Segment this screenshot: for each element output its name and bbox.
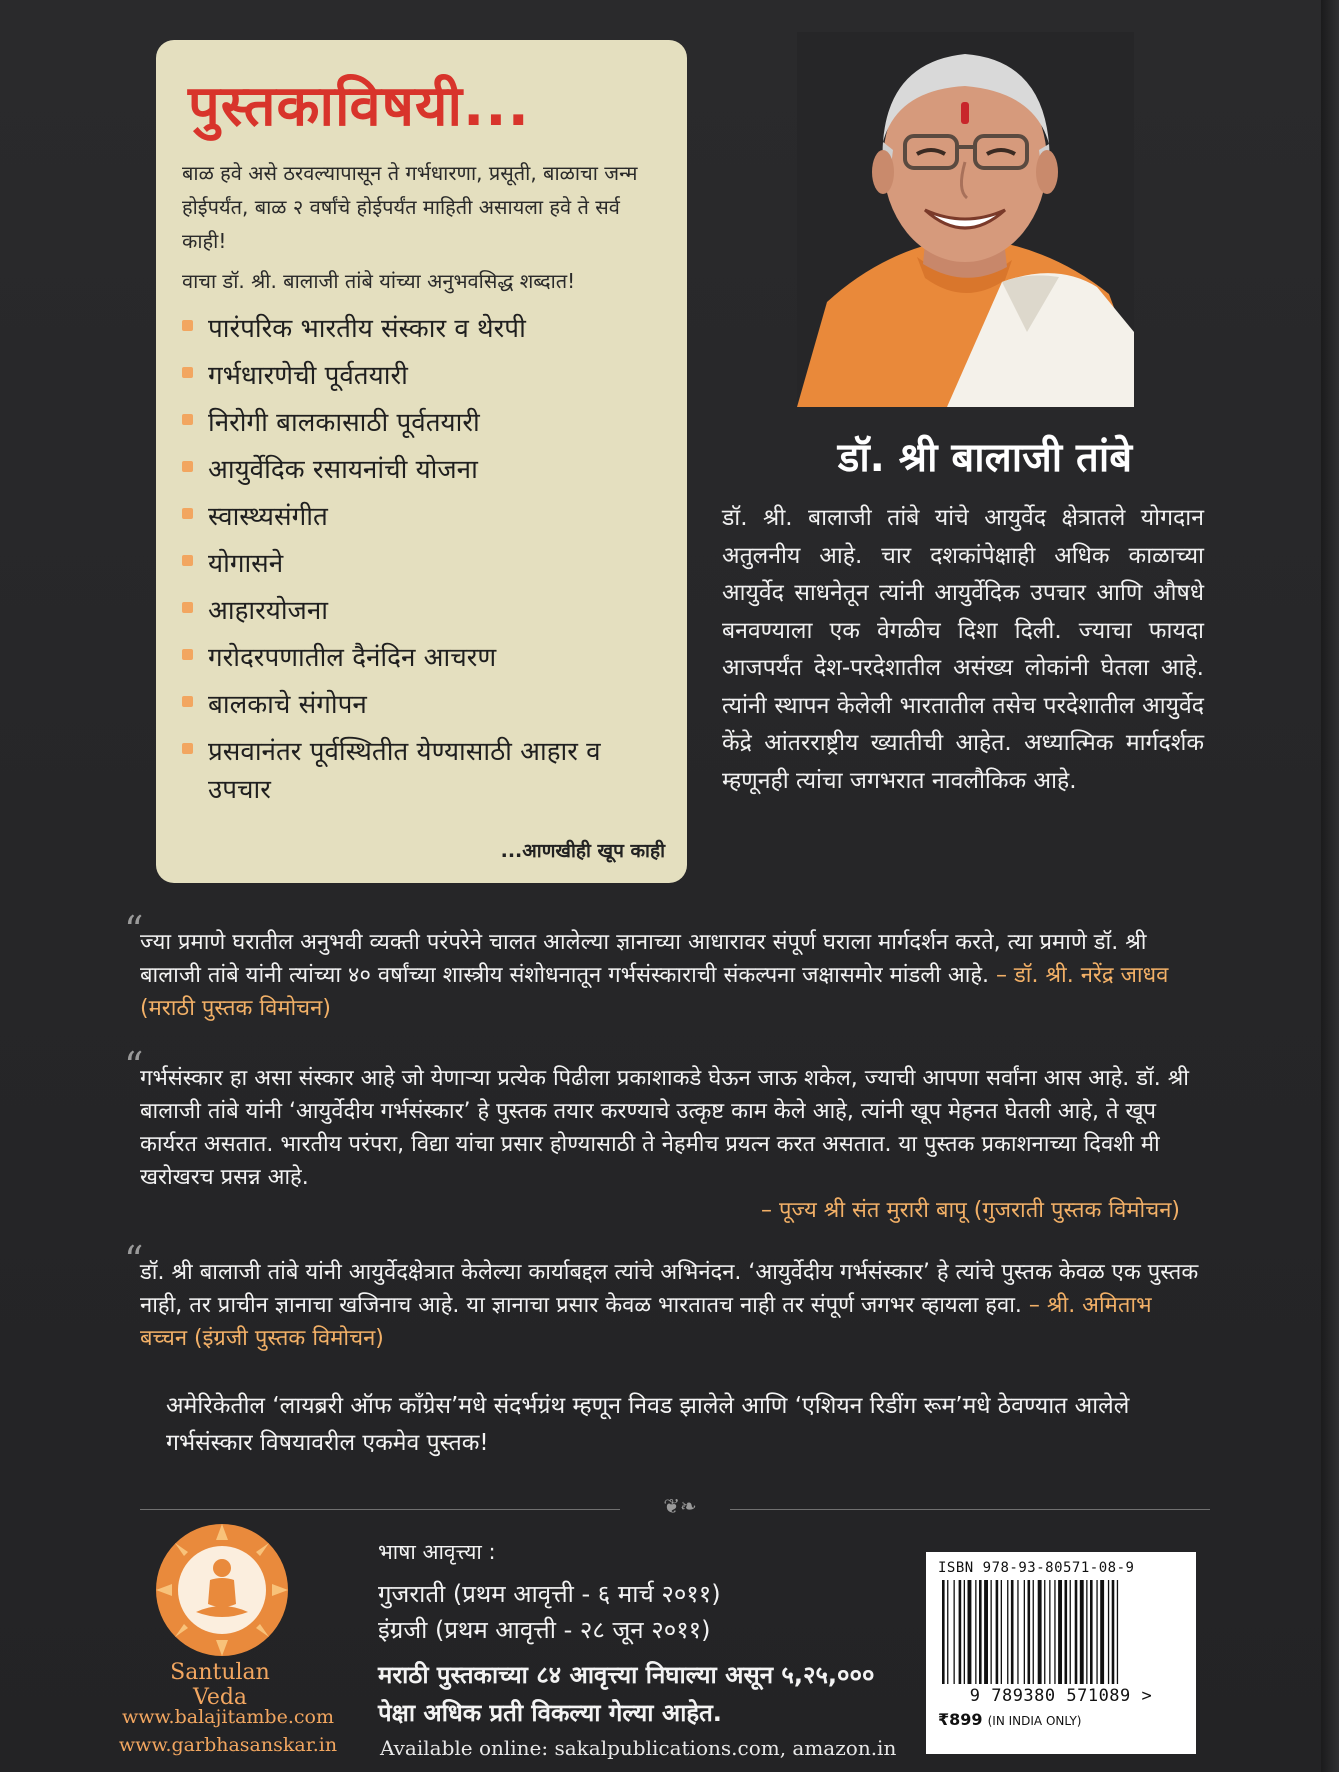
barcode-bar [975, 1580, 976, 1684]
barcode-bar [1001, 1580, 1002, 1684]
bullet-icon [182, 320, 193, 331]
bullet-icon [182, 649, 193, 660]
quote-mark-icon: “ [124, 908, 144, 952]
price-note: (IN INDIA ONLY) [987, 1714, 1082, 1728]
topic-item: प्रसवानंतर पूर्वस्थितीत येण्यासाठी आहार व उपचार [182, 733, 661, 809]
barcode-bar [1086, 1580, 1087, 1684]
barcode-bar [1070, 1580, 1071, 1684]
author-name: डॉ. श्री बालाजी तांबे [837, 435, 1133, 481]
website-link[interactable]: www.balajitambe.com [122, 1706, 334, 1728]
bullet-icon [182, 696, 193, 707]
barcode-bar [1090, 1580, 1093, 1684]
barcode-bar [1038, 1580, 1042, 1684]
barcode-bar [991, 1580, 992, 1684]
edition-english: इंग्रजी (प्रथम आवृत्ती - २८ जून २०११) [378, 1616, 711, 1644]
barcode-bar [1075, 1580, 1078, 1684]
quote-attribution: – श्री. अमिताभ बच्चन (इंग्रजी पुस्तक विमोचन) [140, 1293, 1152, 1351]
bullet-icon [182, 555, 193, 566]
quote-mark-icon: “ [124, 1238, 144, 1282]
barcode-bar [1054, 1580, 1055, 1684]
about-tagline: वाचा डॉ. श्री. बालाजी तांबे यांच्या अनुभवसिद्ध शब्दात! [182, 269, 576, 293]
ornament-divider [140, 1494, 1210, 1520]
topic-item: योगासने [182, 545, 661, 583]
barcode-bar [947, 1580, 948, 1684]
barcode-bar [1017, 1580, 1018, 1684]
barcode-bar [1117, 1580, 1118, 1684]
editions-heading: भाषा आवृत्त्या : [378, 1540, 496, 1564]
topic-item: स्वास्थ्यसंगीत [182, 498, 661, 536]
library-note: अमेरिकेतील ‘लायब्ररी ऑफ काँग्रेस’मधे संदर्भग्रंथ म्हणून निवड झालेले आणि ‘एशियन रिडींग रूम’मधे ठेवण्यात आलेले गर्भसंस्कार विषयावरील एकमेव पुस्तक! [166, 1393, 1130, 1456]
barcode-digits: 9 789380 571089 > [969, 1686, 1153, 1706]
quote-mark-icon: “ [124, 1044, 144, 1088]
testimonial-quote [124, 1238, 1200, 1355]
bullet-icon [182, 602, 193, 613]
barcode-bar [1044, 1580, 1045, 1684]
barcode-bar [996, 1580, 999, 1684]
bullet-icon [182, 367, 193, 378]
quote-attribution: – डॉ. श्री. नरेंद्र जाधव (मराठी पुस्तक विमोचन) [140, 963, 1169, 1021]
barcode-bar [1049, 1580, 1050, 1684]
divider-line [730, 1509, 1210, 1510]
about-intro: बाळ हवे असे ठरवल्यापासून ते गर्भधारणा, प्रसूती, बाळाचा जन्म होईपर्यंत, बाळ २ वर्षांचे होईपर्यंत माहिती असायला हवे ते सर्व काही! [182, 161, 638, 253]
ornament-icon: ❦❧ [663, 1494, 697, 1518]
testimonial-quote [124, 908, 1200, 1025]
marathi-sales-note: मराठी पुस्तकाच्या ८४ आवृत्त्या निघाल्या असून ५,२५,००० पेक्षा अधिक प्रती विकल्या गेल्या आहेत. [378, 1661, 875, 1727]
barcode-bar [968, 1580, 972, 1684]
author-photo [797, 32, 1134, 407]
barcode-bar [1100, 1580, 1104, 1684]
barcode-bar [979, 1580, 982, 1684]
publisher-name: Santulan Veda [170, 1660, 270, 1710]
quote-text: गर्भसंस्कार हा असा संस्कार आहे जो येणाऱ्या प्रत्येक पिढीला प्रकाशाकडे घेऊन जाऊ शकेल, ज्याची आपणा सर्वांना आस आहे. डॉ. श्री बालाजी तांबे यांनी ‘आयुर्वेदीय गर्भसंस्कार’ हे पुस्तक तयार करण्याचे उत्कृष्ट काम केले आहे, त्यांनी खूप मेहनत घेतली आहे, ते खूप कार्यरत असतात. भारतीय परंपरा, विद्या यांचा प्रसार होण्यासाठी ते नेहमीच प्रयत्न करत असतात. या पुस्तक प्रकाशनाच्या दिवशी मी खरोखरच प्रसन्न आहे. [140, 1066, 1190, 1190]
bullet-icon [182, 508, 193, 519]
barcode-bar [1007, 1580, 1008, 1684]
barcode-bar [1112, 1580, 1115, 1684]
barcode-bar [1058, 1580, 1062, 1684]
topic-item: निरोगी बालकासाठी पूर्वतयारी [182, 404, 661, 442]
isbn-label: ISBN 978-93-80571-08-9 [938, 1560, 1135, 1576]
bullet-icon [182, 461, 193, 472]
barcode-bar [1011, 1580, 1014, 1684]
about-book-box [156, 40, 687, 883]
barcode-bar [1024, 1580, 1025, 1684]
cover-edge [1321, 0, 1339, 1772]
about-more: ...आणखीही खूप काही [500, 840, 665, 862]
barcode-bar [1080, 1580, 1084, 1684]
barcode-icon [938, 1580, 1184, 1684]
topic-item: बालकाचे संगोपन [182, 686, 661, 724]
about-title: पुस्तकाविषयी... [188, 74, 530, 139]
barcode-bar [984, 1580, 988, 1684]
divider-line [140, 1509, 620, 1510]
barcode-box [926, 1552, 1196, 1754]
barcode-bar [964, 1580, 965, 1684]
bullet-icon [182, 414, 193, 425]
price-value: ₹899 [938, 1710, 983, 1729]
barcode-bar [1065, 1580, 1068, 1684]
barcode-bar [959, 1580, 962, 1684]
topic-item: गरोदरपणातील दैनंदिन आचरण [182, 639, 661, 677]
topic-item: पारंपरिक भारतीय संस्कार व थेरपी [182, 310, 661, 348]
topic-item: गर्भधारणेची पूर्वतयारी [182, 357, 661, 395]
author-portrait-illustration [797, 32, 1134, 407]
topic-item: आहारयोजना [182, 592, 661, 630]
testimonial-quote [124, 1044, 1200, 1227]
quote-text: ज्या प्रमाणे घरातील अनुभवी व्यक्ती परंपरेने चालत आलेल्या ज्ञानाच्या आधारावर संपूर्ण घराला मार्गदर्शन करते, त्या प्रमाणे डॉ. श्री बालाजी तांबे यांनी त्यांच्या ४० वर्षांच्या शास्त्रीय संशोधनातून गर्भसंस्काराची संकल्पना जक्षासमोर मांडली आहे. [140, 930, 1147, 988]
about-topic-list [182, 310, 661, 809]
barcode-bar [954, 1580, 955, 1684]
barcode-bar [942, 1580, 945, 1684]
quote-text: डॉ. श्री बालाजी तांबे यांनी आयुर्वेदक्षेत्रात केलेल्या कार्याबद्दल त्यांचे अभिनंदन. ‘आयुर्वेदीय गर्भसंस्कार’ हे त्यांचे पुस्तक केवळ एक पुस्तक नाही, तर प्राचीन ज्ञानाचा खजिनाच आहे. या ज्ञानाचा प्रसार केवळ भारतातच नाही तर संपूर्ण जगभर व्हायला हवा. [140, 1260, 1199, 1318]
barcode-bar [1096, 1580, 1097, 1684]
edition-gujarati: गुजराती (प्रथम आवृत्ती - ६ मार्च २०११) [378, 1580, 721, 1608]
website-link[interactable]: www.garbhasanskar.in [118, 1734, 338, 1756]
barcode-bar [1028, 1580, 1031, 1684]
quote-attribution: – पूज्य श्री संत मुरारी बापू (गुजराती पुस्तक विमोचन) [760, 1198, 1180, 1223]
topic-item: आयुर्वेदिक रसायनांची योजना [182, 451, 661, 489]
author-bio: डॉ. श्री. बालाजी तांबे यांचे आयुर्वेद क्षेत्रातले योगदान अतुलनीय आहे. चार दशकांपेक्षाही अधिक काळाच्या आयुर्वेद साधनेतून त्यांनी आयुर्वेदिक उपचार आणि औषधे बनवण्याला एक वेगळीच दिशा दिली. ज्याचा फायदा आजपर्यंत देश-परदेशातील असंख्य लोकांनी घेतला आहे. त्यांनी स्थापन केलेली भारतातील तसेच परदेशातील आयुर्वेद केंद्रे आंतरराष्ट्रीय ख्यातीची आहेत. अध्यात्मिक मार्गदर्शक म्हणूनही त्यांचा जगभरात नावलौकिक आहे. [722, 505, 1204, 794]
bullet-icon [182, 743, 193, 754]
santulan-veda-logo-icon [152, 1520, 292, 1660]
barcode-bar [1033, 1580, 1034, 1684]
barcode-bar [1108, 1580, 1109, 1684]
price-label [938, 1710, 1184, 1729]
available-online: Available online: sakalpublications.com, amazon.in [380, 1736, 897, 1760]
editions-info [378, 1534, 878, 1732]
